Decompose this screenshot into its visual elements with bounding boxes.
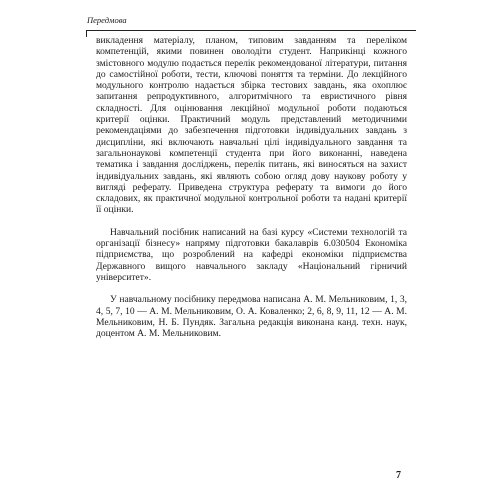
left-rule-divider xyxy=(86,30,87,37)
paragraph-1: викладення матеріалу, планом, типовим завданням та переліком компетенцій, якими повинен оволодіти студент. Наприкінці кожного змістовного модулю подається перелік рекомендованої літератури, питання до самостійної роботи, тести, ключові поняття та терміни. До лекційного модульного контролю надається збірка тестових завдань, яка охоплює запитання репродуктивного, алгоритмічного та евристичного рівня складності. Для оцінювання лекційної модульної роботи подаються критерії оцінки. Практичний модуль представлений методичними рекомендаціями до забезпечення підготовки індивідуальних завдань з дисципліни, які включають навчальні цілі індивідуального завдання та загальнонаукові компетенції студента при його виконанні, наведена тематика і завдання досліджень, перелік питань, які виносяться на захист індивідуальних завдань, які являють собою огляд дову наукову роботу у вигляді реферату. Приведена структура реферату та вимоги до його складових, як практичної модульної контрольної роботи та надані критерії її оцінки. xyxy=(96,35,407,216)
page-frame xyxy=(86,12,416,452)
paragraph-3: У навчальному посібнику передмова написана А. М. Мельниковим, 1, 3, 4, 5, 7, 10 — А. М. Мельниковим, О. А. Коваленко; 2, 6, 8, 9, 11, 12 — А. М. Мельниковим, Н. Б. Пундяк. Загальна редакція виконана канд. техн. наук, доцентом А. М. Мельниковим. xyxy=(96,294,407,340)
page-number: 7 xyxy=(396,470,401,481)
paragraph-2: Навчальний посібник написаний на базі курсу «Системи технологій та організації бізнесу» напряму підготовки бакалаврів 6.030504 Економіка підприємства, що розроблений на кафедрі економіки підприємства Державного вищого навчального закладу «Національний гірничий університет». xyxy=(96,226,407,283)
running-head: Передмова xyxy=(86,12,416,31)
page-body xyxy=(86,31,416,339)
